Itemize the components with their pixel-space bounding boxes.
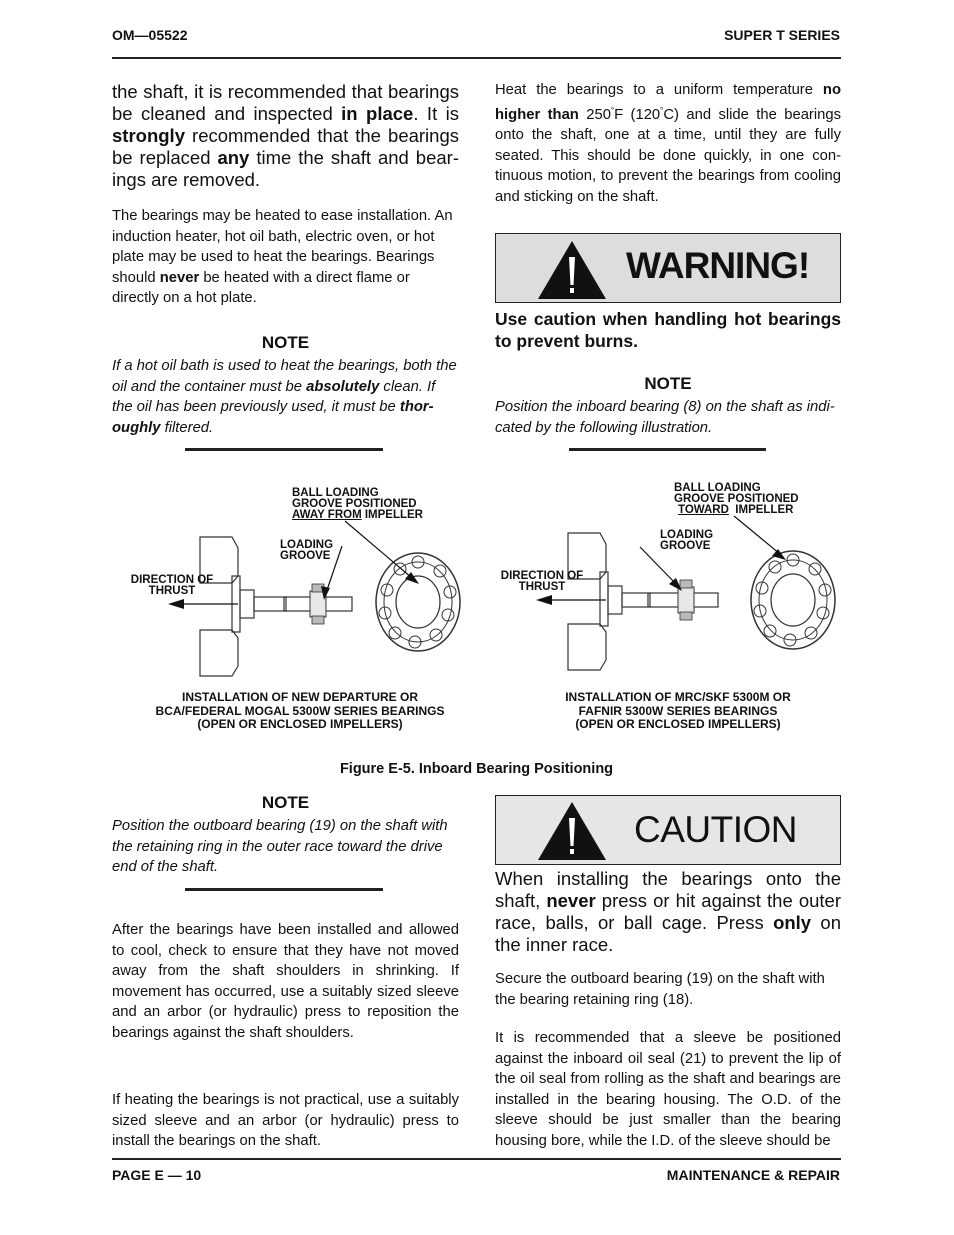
left-figure-caption	[130, 691, 470, 732]
lead-paragraph	[112, 81, 459, 191]
label-line: BALL LOADING	[674, 482, 761, 494]
caution-banner	[495, 795, 841, 865]
lead-emphasis: any	[217, 147, 250, 168]
note-title: NOTE	[261, 333, 310, 352]
label-line: GROOVE	[660, 540, 711, 552]
label-line: DIRECTION OF	[130, 574, 214, 586]
warning-triangle-icon	[536, 239, 608, 301]
lead-emphasis: in place	[341, 103, 414, 124]
note-outboard-bearing: Position the outboard bearing (19) on the shaft with the retaining ring in the outer race toward the drive end of the shaft.	[112, 818, 448, 876]
note-inboard-bearing: Position the inboard bearing (8) on the shaft as indicated by the following illustration.	[495, 399, 835, 436]
label-line: DIRECTION OF	[500, 570, 584, 582]
note-emphasis: thoroughly	[112, 399, 434, 436]
heat-text: C) and slide the bearings onto the shaft, one at a time, until they are fully seated. This should be done quickly, in one continuous motion, to prevent the bearings from cooling and sticking on the shaft.	[495, 106, 841, 205]
warning-text: Use caution when handling hot bearings to prevent burns.	[495, 309, 841, 351]
degree-symbol: °	[660, 105, 664, 115]
note-hot-oil	[112, 356, 459, 438]
sleeve-paragraph: It is recommended that a sleeve be positioned against the inboard oil seal (21) to prevent the lip of the oil seal from rolling as the shaft and bearings are installed in the bearing housing. The O.D. of the sleeve should be just smaller than the bearing housing bore, while the I.D. of the sleeve should be	[495, 1030, 841, 1149]
note-text: If a hot oil bath is used to heat the bearings, both the oil and the container must be	[112, 358, 457, 395]
left-thrust-label	[126, 575, 218, 597]
label-line	[292, 510, 423, 521]
right-thrust-label	[496, 571, 588, 593]
heating-paragraph	[112, 206, 459, 309]
label-line: THRUST	[148, 585, 196, 597]
note-end-rule	[185, 448, 383, 451]
impeller-text: IMPELLER	[361, 509, 423, 521]
heat-emphasis: no higher than	[495, 82, 841, 123]
note-end-rule	[185, 888, 383, 891]
page-number: PAGE E — 10	[112, 1167, 202, 1183]
caution-text-part: When installing the bearings onto the shaft,	[495, 868, 841, 911]
heating-text: be heated with a direct flame or directly on a hot plate.	[112, 269, 410, 307]
heat-temperature-paragraph	[495, 80, 841, 207]
right-figure-caption	[518, 691, 838, 732]
caution-triangle-icon	[536, 800, 608, 862]
label-line: LOADING	[660, 529, 714, 541]
caption-line: INSTALLATION OF MRC/SKF 5300M OR	[565, 690, 791, 704]
footer-rule	[112, 1158, 841, 1160]
lead-emphasis: strongly	[112, 125, 185, 146]
press-install-paragraph: If heating the bearings is not practical, use a suitably sized sleeve and an arbor (or hydraulic) press to install the bearings on the shaft.	[112, 1092, 459, 1150]
lead-text: the shaft, it is recommended that bearings be cleaned and inspected	[112, 81, 459, 124]
lead-text: . It is	[413, 103, 459, 124]
label-line: GROOVE POSITIONED	[674, 493, 799, 505]
caution-emphasis: only	[773, 912, 812, 933]
left-loading-groove-label	[280, 540, 333, 562]
after-install-paragraph: After the bearings have been installed and allowed to cool, check to ensure that they have not moved away from the shaft shoulders in shrinking. If movement has occurred, use a suitably sized sleeve and an arbor (or hydraulic) press to reposition the bearings against the shaft shoulders.	[112, 922, 459, 1041]
impeller-text: IMPELLER	[728, 504, 794, 516]
note-emphasis: absolutely	[306, 378, 380, 395]
heat-text: 250	[578, 106, 611, 123]
note-text: filtered.	[160, 419, 214, 436]
caption-line: (OPEN OR ENCLOSED IMPELLERS)	[575, 717, 781, 731]
heat-text: Heat the bearings to a uniform temperature	[495, 82, 823, 98]
lead-text: time the shaft and bearings are removed.	[112, 147, 459, 190]
label-line: BALL LOADING	[292, 487, 379, 499]
note-end-rule	[569, 448, 766, 451]
caption-line: FAFNIR 5300W SERIES BEARINGS	[578, 703, 778, 718]
right-groove-position-label	[674, 483, 799, 516]
note-title: NOTE	[644, 374, 692, 393]
figure-caption: Figure E-5. Inboard Bearing Positioning	[339, 761, 614, 777]
toward-text: TOWARD	[678, 504, 729, 516]
section-title: MAINTENANCE & REPAIR	[666, 1167, 840, 1183]
caution-label: CAUTION	[634, 809, 797, 850]
document-id: OM—05522	[112, 27, 188, 43]
caption-line: (OPEN OR ENCLOSED IMPELLERS)	[197, 717, 403, 731]
caution-text-part: press or hit against the outer race, balls, or ball cage. Press	[495, 890, 842, 933]
secure-bearing-paragraph: Secure the outboard bearing (19) on the shaft with the bearing retaining ring (18).	[495, 971, 825, 1008]
label-line: LOADING	[280, 539, 334, 551]
warning-label: WARNING!	[626, 245, 810, 286]
header-rule	[112, 57, 841, 59]
note-title: NOTE	[261, 793, 310, 812]
caution-text-part: on the inner race.	[495, 912, 841, 955]
series-title: SUPER T SERIES	[724, 27, 840, 43]
lead-text: recommended that the bearings be replaced	[112, 125, 459, 168]
note-text: clean. If the oil has been previously used, it must be	[112, 378, 436, 416]
heat-text: F (120	[614, 106, 661, 123]
right-loading-groove-label	[660, 530, 713, 552]
degree-symbol: °	[610, 105, 615, 115]
heating-text: The bearings may be heated to ease installation. An induction heater, hot oil bath, electric oven, or hot plate may be used to heat the bearings. Bearings should	[112, 208, 453, 286]
label-line: GROOVE POSITIONED	[292, 498, 417, 510]
label-line: THRUST	[518, 581, 566, 593]
away-from-text: AWAY FROM	[292, 509, 362, 521]
caution-text	[495, 868, 841, 956]
warning-banner	[495, 233, 841, 303]
label-line	[674, 505, 799, 516]
heating-emphasis: never	[159, 269, 200, 286]
label-line: GROOVE	[280, 550, 331, 562]
left-groove-position-label	[292, 488, 423, 521]
caption-line: INSTALLATION OF NEW DEPARTURE OR	[182, 690, 418, 704]
caution-emphasis: never	[546, 890, 596, 911]
caption-line: BCA/FEDERAL MOGAL 5300W SERIES BEARINGS	[155, 703, 445, 718]
